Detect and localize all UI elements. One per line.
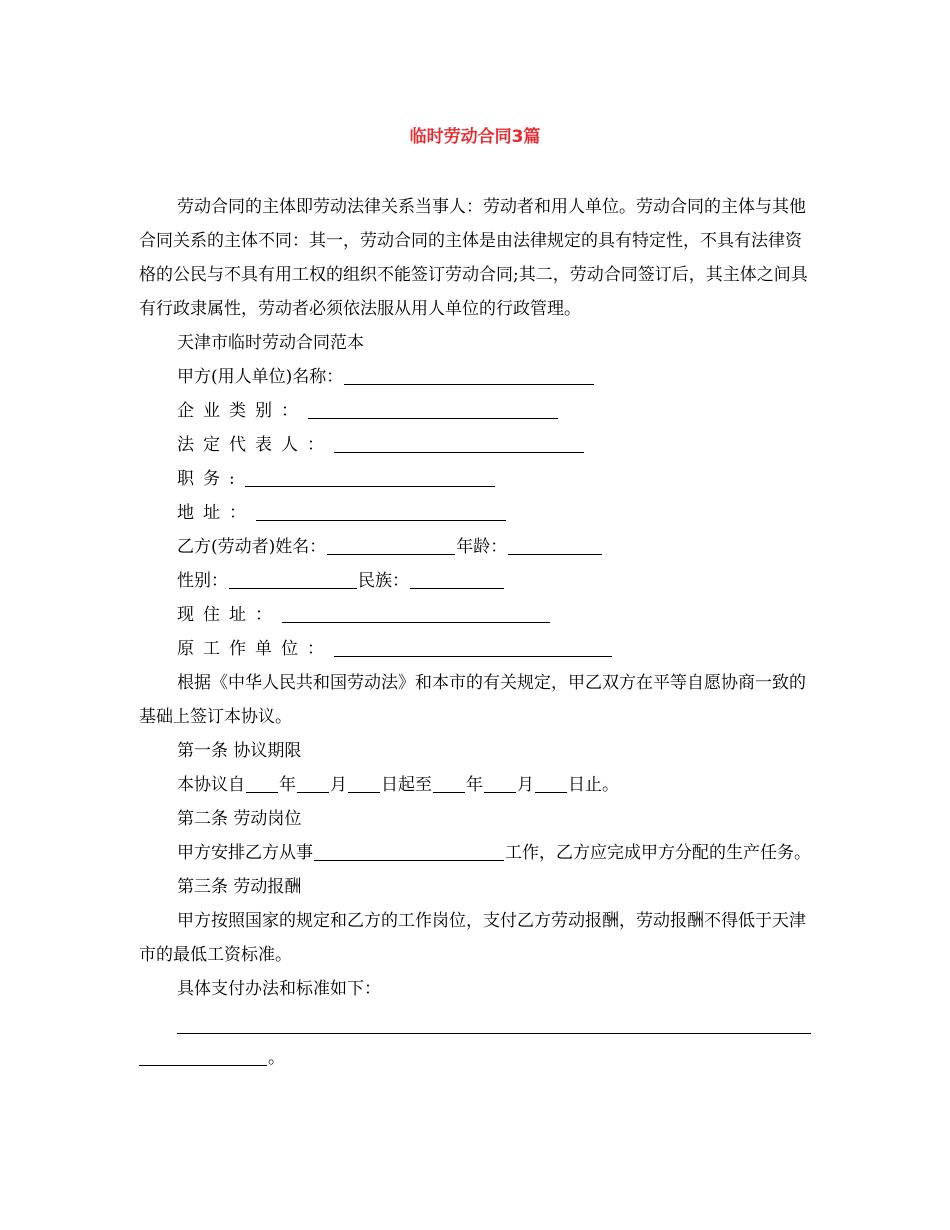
position-line (139, 462, 811, 496)
enterprise-type-label: 企业类别： (177, 401, 307, 421)
gender-blank[interactable] (229, 569, 357, 589)
payment-method-blank-end[interactable] (139, 1046, 267, 1066)
address-blank[interactable] (256, 501, 506, 521)
start-month-blank[interactable] (297, 773, 329, 793)
former-employer-blank[interactable] (334, 637, 612, 657)
current-address-blank[interactable] (282, 603, 550, 623)
period-mark: 。 (268, 1048, 285, 1068)
article2-paragraph (139, 836, 811, 870)
document-body (139, 190, 811, 1075)
template-title: 天津市临时劳动合同范本 (177, 333, 364, 353)
position-label: 职务: (177, 469, 244, 489)
day-to-label: 日起至 (381, 775, 432, 795)
job-blank[interactable] (314, 841, 504, 861)
document-title: 临时劳动合同3篇 (409, 127, 541, 147)
article3-paragraph: 甲方按照国家的规定和乙方的工作岗位，支付乙方劳动报酬，劳动报酬不得低于天津市的最低工资标准。 (139, 911, 806, 965)
year-label: 年 (466, 775, 483, 795)
job-text-start: 甲方安排乙方从事 (177, 843, 313, 863)
age-label: 年龄： (456, 537, 508, 557)
legal-rep-label: 法定代表人： (177, 435, 333, 455)
day-end-label: 日止。 (568, 775, 619, 795)
job-text-end: 工作，乙方应完成甲方分配的生产任务。 (505, 843, 811, 863)
article1-term-line (139, 768, 811, 802)
article1-heading: 第一条 协议期限 (177, 741, 302, 761)
term-text-start: 本协议自 (177, 775, 245, 795)
current-address-line (139, 598, 811, 632)
address-line (139, 496, 811, 530)
party-b-line (139, 530, 811, 564)
enterprise-type-blank[interactable] (308, 399, 558, 419)
age-blank[interactable] (508, 535, 602, 555)
enterprise-type-line (139, 394, 811, 428)
ethnicity-blank[interactable] (410, 569, 504, 589)
payment-method-end-line (139, 1041, 811, 1075)
party-a-name-blank[interactable] (344, 365, 594, 385)
article3-heading: 第三条 劳动报酬 (177, 877, 302, 897)
party-b-name-blank[interactable] (327, 535, 455, 555)
payment-method-blank[interactable] (177, 1013, 811, 1034)
month-label: 月 (330, 775, 347, 795)
year-label: 年 (279, 775, 296, 795)
party-a-name-label: 甲方(用人单位)名称： (177, 367, 344, 387)
start-day-blank[interactable] (348, 773, 380, 793)
article2-heading: 第二条 劳动岗位 (177, 809, 302, 829)
intro-paragraph: 劳动合同的主体即劳动法律关系当事人：劳动者和用人单位。劳动合同的主体与其他合同关系的主体不同：其一，劳动合同的主体是由法律规定的具有特定性，不具有法律资格的公民与不具有用工权的组织不能签订劳动合同;其二，劳动合同签订后，其主体之间具有行政隶属性，劳动者必须依法服从用人单位的行政管理。 (139, 197, 808, 319)
end-month-blank[interactable] (484, 773, 516, 793)
party-a-name-line (139, 360, 811, 394)
end-year-blank[interactable] (433, 773, 465, 793)
ethnicity-label: 民族： (358, 571, 409, 591)
legal-rep-line (139, 428, 811, 462)
payment-method-label: 具体支付办法和标准如下： (177, 979, 381, 999)
party-b-name-label: 乙方(劳动者)姓名： (177, 537, 327, 557)
month-label: 月 (517, 775, 534, 795)
gender-line (139, 564, 811, 598)
position-blank[interactable] (245, 467, 495, 487)
address-label: 地址： (177, 503, 255, 523)
start-year-blank[interactable] (246, 773, 278, 793)
gender-label: 性别： (177, 571, 228, 591)
current-address-label: 现住址： (177, 605, 281, 625)
former-employer-line (139, 632, 811, 666)
legal-rep-blank[interactable] (334, 433, 584, 453)
end-day-blank[interactable] (535, 773, 567, 793)
former-employer-label: 原工作单位： (177, 639, 333, 659)
basis-paragraph: 根据《中华人民共和国劳动法》和本市的有关规定，甲乙双方在平等自愿协商一致的基础上签订本协议。 (139, 673, 806, 727)
